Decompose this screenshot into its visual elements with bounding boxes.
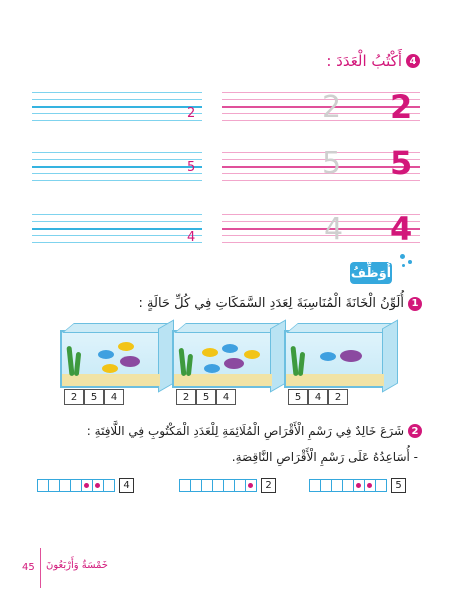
exercise-4-title: [326, 52, 420, 70]
choice-box[interactable]: 2: [64, 389, 84, 405]
choice-box[interactable]: 4: [216, 389, 236, 405]
fish-tank-2: [172, 330, 274, 388]
disc-cell[interactable]: [375, 479, 387, 492]
disc-cell[interactable]: [103, 479, 115, 492]
traced-digit-5-small: 5: [187, 160, 196, 175]
number-sign: 5: [391, 478, 406, 493]
model-digit-4: 4: [390, 210, 413, 248]
choice-box[interactable]: 5: [196, 389, 216, 405]
fish-icon: [120, 356, 140, 367]
page-number: 45: [22, 562, 35, 573]
ghost-digit-2: 2: [322, 90, 342, 125]
model-digit-2: 2: [390, 88, 413, 126]
exercise-4-instruction: أَكْتُبُ الْعَدَدَ :: [326, 52, 402, 70]
choice-box[interactable]: 4: [308, 389, 328, 405]
fish-icon: [340, 350, 362, 362]
exercise-1-text: أُلَوِّنُ الْخَانَةَ الْمُنَاسِبَةَ لِعَدَدِ السَّمَكَاتِ فِي كُلِّ حَالَةٍ :: [138, 296, 404, 311]
choice-box[interactable]: 2: [328, 389, 348, 405]
decorative-dots-icon: [398, 252, 418, 272]
fish-icon: [204, 364, 220, 373]
tank-1-choices: [64, 389, 124, 405]
number-sign: 4: [119, 478, 134, 493]
model-digit-5: 5: [390, 144, 413, 182]
ghost-digit-4: 4: [324, 212, 344, 247]
disc-row-5: [310, 478, 406, 493]
exercise-1-instruction: [139, 296, 422, 311]
writing-lines-blue-3: [32, 214, 202, 244]
fish-icon: [118, 342, 134, 351]
writing-lines-blue-1: [32, 92, 202, 122]
exercise-1-badge: 1: [408, 297, 422, 311]
disc-cell-filled: [245, 479, 257, 492]
fish-tank-1: [60, 330, 162, 388]
choice-box[interactable]: 2: [176, 389, 196, 405]
exercise-2-line-1: شَرَعَ خَالِدٌ فِي رَسْمِ الْأَقْرَاصِ الْمُلَائِمَةِ لِلْعَدَدِ الْمَكْتُوبِ فِي اللَّافِتَةِ :: [86, 424, 404, 438]
tank-2-choices: [176, 389, 236, 405]
choice-box[interactable]: 5: [288, 389, 308, 405]
apply-section-banner: أُوَظِّفُ: [350, 262, 392, 284]
footer-divider: [40, 548, 41, 588]
exercise-2-line-2: - أُسَاعِدُهُ عَلَى رَسْمِ الْأَقْرَاصِ النَّاقِصَةِ.: [231, 450, 418, 464]
fish-tank-3: [284, 330, 386, 388]
exercise-2-badge: 2: [408, 424, 422, 438]
fish-icon: [320, 352, 336, 361]
traced-digit-4-small: 4: [187, 230, 196, 245]
traced-digit-2-small: 2: [187, 106, 196, 121]
exercise-4-badge: 4: [406, 54, 420, 68]
page-number-words: خَمْسَةٌ وَأَرْبَعُونَ: [46, 560, 108, 571]
fish-icon: [98, 350, 114, 359]
disc-row-2: [180, 478, 276, 493]
choice-box[interactable]: 5: [84, 389, 104, 405]
fish-icon: [202, 348, 218, 357]
fish-icon: [102, 364, 118, 373]
fish-icon: [244, 350, 260, 359]
exercise-2-instruction: [87, 424, 422, 438]
fish-icon: [222, 344, 238, 353]
number-sign: 2: [261, 478, 276, 493]
fish-icon: [224, 358, 244, 369]
tank-3-choices: [288, 389, 348, 405]
ghost-digit-5: 5: [322, 146, 342, 181]
writing-lines-blue-2: [32, 152, 202, 182]
choice-box[interactable]: 4: [104, 389, 124, 405]
disc-row-4: [38, 478, 134, 493]
